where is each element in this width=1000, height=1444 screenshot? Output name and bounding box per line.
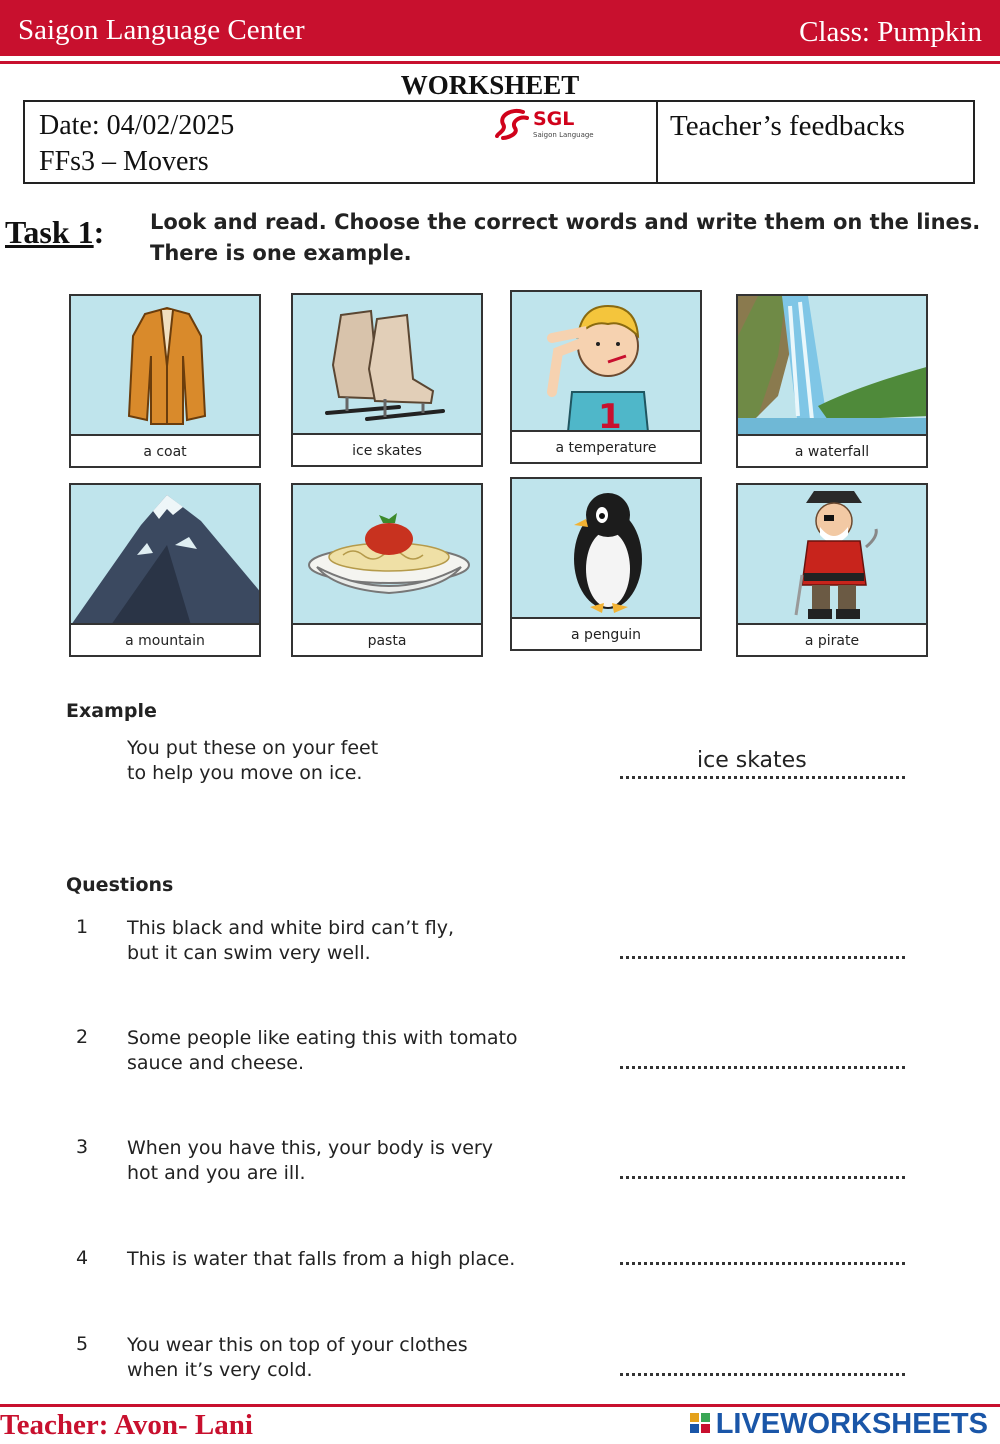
question-text xyxy=(127,1136,597,1186)
picture-card-coat xyxy=(69,294,261,468)
picture-caption: ice skates xyxy=(352,443,422,459)
question-text xyxy=(127,916,597,966)
picture-card-pirate xyxy=(736,483,928,657)
penguin-icon xyxy=(512,479,700,619)
question-line2: but it can swim very well. xyxy=(127,942,371,964)
picture-caption: a waterfall xyxy=(794,444,870,460)
answer-input-4[interactable] xyxy=(620,1258,905,1265)
temperature-icon xyxy=(512,292,700,432)
worksheet-title: WORKSHEET xyxy=(400,70,580,100)
mountain-icon xyxy=(71,485,259,625)
pasta-icon xyxy=(293,485,481,625)
picture-card-penguin xyxy=(510,477,702,651)
question-text xyxy=(127,1247,597,1272)
picture-caption: pasta xyxy=(367,633,407,649)
info-box xyxy=(23,100,975,184)
question-line1: You wear this on top of your clothes xyxy=(127,1334,468,1356)
question-line2: sauce and cheese. xyxy=(127,1052,305,1074)
liveworksheets-text: LIVEWORKSHEETS xyxy=(715,1408,988,1440)
picture-card-temperature xyxy=(510,290,702,464)
answer-input-3[interactable] xyxy=(620,1172,905,1179)
picture-card-pasta xyxy=(291,483,483,657)
svg-text:1: 1 xyxy=(598,397,622,432)
class-label: Class: Pumpkin xyxy=(799,16,982,48)
picture-card-ice-skates xyxy=(291,293,483,467)
question-number: 2 xyxy=(76,1026,89,1048)
picture-card-waterfall xyxy=(736,294,928,468)
example-text xyxy=(127,736,597,786)
header-bar xyxy=(0,0,1000,56)
teacher-feedback-label: Teacher’s feedbacks xyxy=(670,110,905,142)
question-number: 4 xyxy=(76,1247,89,1269)
waterfall-icon xyxy=(738,296,926,436)
picture-caption: a temperature xyxy=(555,440,657,456)
example-heading: Example xyxy=(66,700,157,722)
school-name: Saigon Language Center xyxy=(18,14,305,46)
question-number: 3 xyxy=(76,1136,89,1158)
coat-icon xyxy=(71,296,259,436)
sgl-swirl-icon xyxy=(493,106,531,140)
task-instruction-line1: Look and read. Choose the correct words and write them on the lines. xyxy=(150,210,981,234)
task-instruction-line2: There is one example. xyxy=(150,241,412,265)
question-line2: when it’s very cold. xyxy=(127,1359,313,1381)
question-text xyxy=(127,1333,597,1383)
answer-input-2[interactable] xyxy=(620,1062,905,1069)
picture-caption: a penguin xyxy=(571,627,641,643)
question-line2: hot and you are ill. xyxy=(127,1162,306,1184)
question-number: 5 xyxy=(76,1333,89,1355)
example-answer: ice skates xyxy=(697,748,807,773)
course-text: FFs3 – Movers xyxy=(39,146,209,177)
liveworksheets-logo-icon xyxy=(690,1413,712,1435)
info-divider xyxy=(656,102,658,182)
footer-divider xyxy=(0,1404,1000,1407)
pirate-icon xyxy=(738,485,926,625)
question-line1: This is water that falls from a high place. xyxy=(127,1248,516,1270)
example-line1: You put these on your feet xyxy=(127,737,379,759)
task-label-text: Task 1 xyxy=(5,214,94,250)
example-line2: to help you move on ice. xyxy=(127,762,363,784)
logo-text: SGL xyxy=(533,108,575,130)
question-line1: This black and white bird can’t fly, xyxy=(127,917,454,939)
teacher-name: Teacher: Avon- Lani xyxy=(0,1409,253,1441)
questions-heading: Questions xyxy=(66,874,174,896)
task-label-colon: : xyxy=(93,214,105,250)
liveworksheets-brand xyxy=(690,1408,988,1441)
logo-subtext: Saigon Language xyxy=(533,131,594,139)
example-answer-line xyxy=(620,772,905,779)
question-number: 1 xyxy=(76,916,89,938)
answer-input-5[interactable] xyxy=(620,1369,905,1376)
sgl-logo xyxy=(493,106,603,146)
task-instruction xyxy=(150,207,990,269)
question-text xyxy=(127,1026,597,1076)
answer-input-1[interactable] xyxy=(620,952,905,959)
picture-caption: a mountain xyxy=(125,633,205,649)
header-divider xyxy=(0,61,1000,64)
picture-caption: a coat xyxy=(143,444,187,460)
ice-skates-icon xyxy=(293,295,481,435)
picture-card-mountain xyxy=(69,483,261,657)
picture-caption: a pirate xyxy=(804,633,860,649)
date-text: Date: 04/02/2025 xyxy=(39,110,235,141)
question-line1: When you have this, your body is very xyxy=(127,1137,493,1159)
task-label xyxy=(5,214,104,251)
question-line1: Some people like eating this with tomato xyxy=(127,1027,518,1049)
